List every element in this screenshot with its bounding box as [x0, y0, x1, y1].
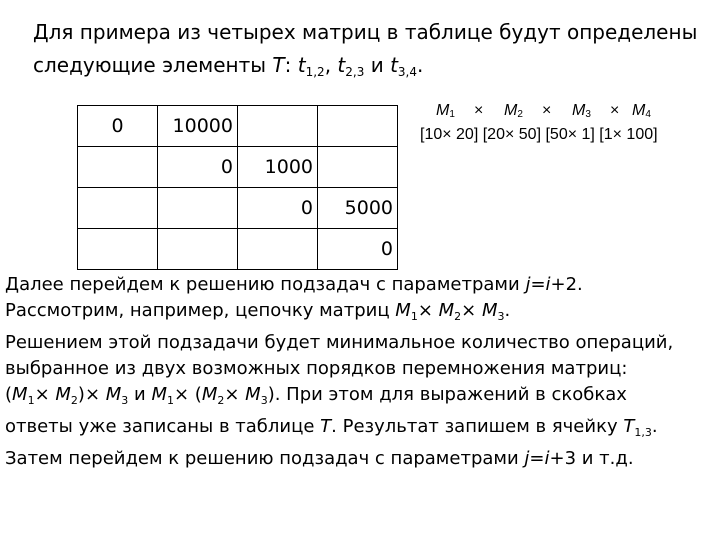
period: . [504, 300, 511, 321]
body-line [5, 382, 705, 414]
body-line [5, 298, 705, 330]
paren: ( [5, 384, 13, 405]
matrix-letter: M [438, 300, 455, 321]
period: . [417, 53, 424, 77]
times-sign: × [84, 384, 106, 405]
text: Затем перейдем к решению подзадач с параметрами [5, 448, 525, 469]
body-line: Решением этой подзадачи будет минимальное количество операций, [5, 332, 674, 353]
matrix-letter: M [12, 384, 28, 405]
paren: ) [77, 384, 85, 405]
matrix-letter: M [436, 102, 450, 119]
colon: : [284, 53, 298, 77]
table-cell [238, 229, 318, 270]
subscript: 4 [645, 109, 651, 120]
table-cell [318, 147, 398, 188]
matrix-letter: M [105, 384, 122, 405]
intro-line-1: Для примера из четырех матриц в таблице будут определены [33, 20, 698, 44]
matrix-letter: M [632, 102, 646, 119]
matrix-letter: M [481, 300, 498, 321]
body-line [5, 414, 705, 446]
table-cell: 5000 [318, 188, 398, 229]
dimension: [10× 20] [420, 126, 479, 143]
text: ). При этом для выражений в скобках [267, 384, 627, 405]
period: . [651, 416, 658, 437]
times-sign: × [542, 102, 552, 119]
text: . Результат запишем в ячейку [331, 416, 624, 437]
cost-table [77, 105, 398, 270]
formula: j=i+ [525, 274, 566, 295]
table-symbol: T [272, 53, 285, 77]
table-symbol: T [320, 416, 332, 437]
table-row [78, 147, 398, 188]
text: 2. [565, 274, 583, 295]
subscript: 2 [70, 394, 78, 407]
matrix-letter: M [201, 384, 218, 405]
times-sign: × [34, 384, 56, 405]
matrix-letter: M [572, 102, 586, 119]
subscript: 1,3 [634, 426, 652, 439]
dimension: [20× 50] [482, 126, 542, 143]
subscript: 1 [449, 109, 455, 120]
matrix-letter: M [395, 300, 411, 321]
table-cell: 0 [238, 188, 318, 229]
times-sign: × [474, 102, 484, 119]
matrix-letter: M [504, 102, 518, 119]
subscript: 3 [497, 310, 505, 323]
table-row [78, 188, 398, 229]
intro-paragraph [33, 16, 703, 89]
element-symbol: t [337, 53, 346, 77]
conjunction: и [364, 53, 391, 77]
subscript: 3 [585, 109, 591, 120]
table-cell [78, 188, 158, 229]
intro-text: следующие элементы [33, 53, 273, 77]
matrix-letter: M [245, 384, 261, 405]
table-cell: 0 [158, 147, 238, 188]
table-row [78, 229, 398, 270]
table-cell [158, 188, 238, 229]
text: 3 и т.д. [564, 448, 634, 469]
table-cell [158, 229, 238, 270]
conjunction: и [128, 384, 152, 405]
table-cell: 0 [78, 106, 158, 147]
matrix-letter: M [55, 384, 71, 405]
dimension-row [420, 126, 700, 150]
body-paragraph [5, 272, 705, 472]
table-cell: 0 [318, 229, 398, 270]
element-symbol: t [390, 53, 398, 77]
text: ответы уже записаны в таблице [5, 416, 321, 437]
subscript: 3,4 [397, 65, 417, 79]
subscript: 1 [410, 310, 418, 323]
table-cell: 1000 [238, 147, 318, 188]
comma: , [324, 53, 338, 77]
times-sign: × [173, 384, 195, 405]
table-cell [318, 106, 398, 147]
matrix-dimensions [420, 102, 700, 150]
text: Далее перейдем к решению подзадач с параметрами [5, 274, 526, 295]
table-cell [78, 229, 158, 270]
matrix-letter: M [151, 384, 167, 405]
times-sign: × [417, 300, 439, 321]
subscript: 2 [454, 310, 462, 323]
text: Рассмотрим, например, цепочку матриц [5, 300, 396, 321]
dimension: [50× 1] [545, 126, 595, 143]
table-cell: 10000 [158, 106, 238, 147]
element-symbol: t [297, 53, 306, 77]
matrix-name [504, 102, 523, 120]
subscript: 3 [121, 394, 129, 407]
table-row [78, 106, 398, 147]
matrix-name [436, 102, 455, 120]
subscript: 3 [260, 394, 268, 407]
formula: j=i+ [524, 448, 565, 469]
body-line: выбранное из двух возможных порядков перемножения матриц: [5, 358, 628, 379]
times-sign: × [461, 300, 482, 321]
subscript: 1 [27, 394, 35, 407]
table-symbol: T [623, 416, 635, 437]
intro-line-2 [33, 49, 703, 89]
dimension: [1× 100] [599, 126, 658, 143]
times-sign: × [610, 102, 620, 119]
table-cell [78, 147, 158, 188]
times-sign: × [224, 384, 246, 405]
body-line [5, 446, 705, 472]
matrix-name [572, 102, 591, 120]
body-line [5, 272, 705, 298]
subscript: 1 [166, 394, 174, 407]
subscript: 2 [217, 394, 225, 407]
subscript: 1,2 [305, 65, 325, 79]
subscript: 2 [517, 109, 523, 120]
matrix-name [632, 102, 651, 120]
paren: ( [194, 384, 202, 405]
subscript: 2,3 [345, 65, 365, 79]
matrix-names-row [420, 102, 700, 126]
table-cell [238, 106, 318, 147]
